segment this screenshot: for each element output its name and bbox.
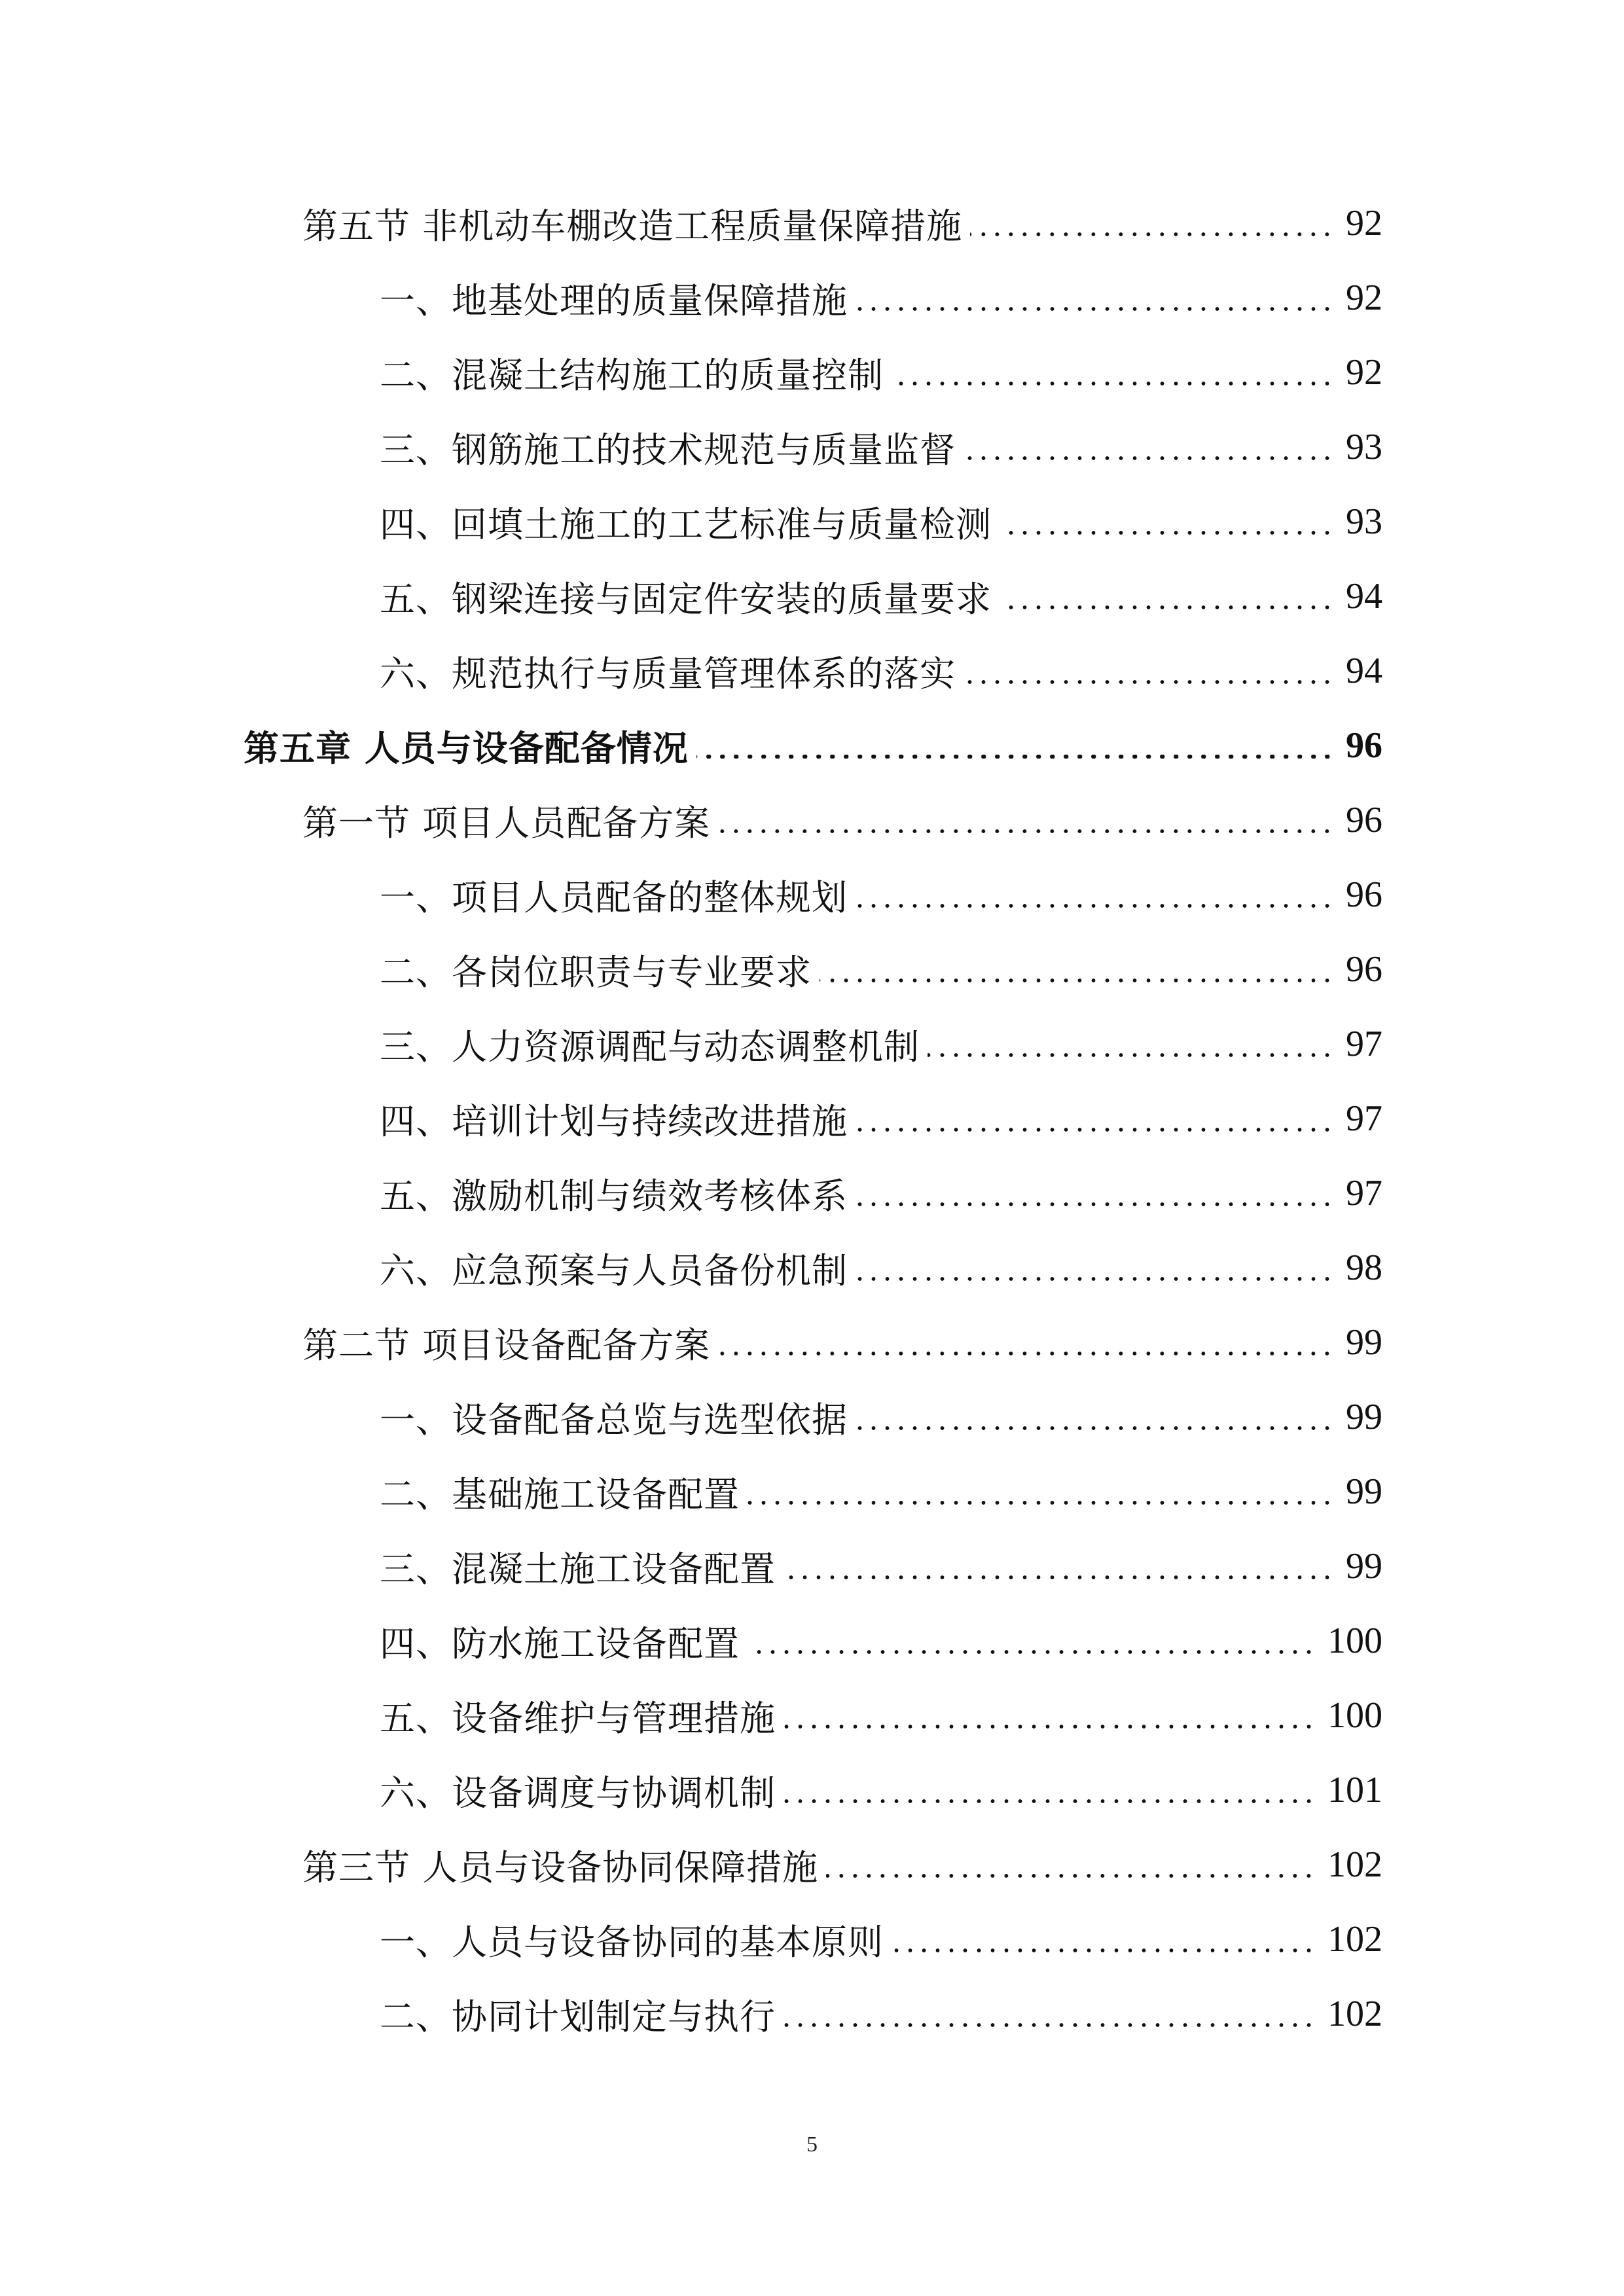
toc-entry-page: 94 [1346, 576, 1382, 617]
toc-entry-page: 97 [1346, 1098, 1382, 1139]
toc-dot-leader [964, 680, 1334, 684]
toc-entry[interactable] [380, 1167, 1382, 1219]
toc-entry-title: 三、混凝土施工设备配置 [380, 1548, 776, 1590]
toc-entry-title: 五、激励机制与绩效考核体系 [380, 1175, 848, 1217]
toc-entry-title: 三、钢筋施工的技术规范与质量监督 [380, 429, 956, 471]
toc-entry-title: 六、应急预案与人员备份机制 [380, 1249, 848, 1291]
toc-entry-title: 四、防水施工设备配置 [380, 1623, 740, 1664]
toc-entry-title: 二、基础施工设备配置 [380, 1473, 740, 1515]
toc-entry[interactable] [244, 719, 1382, 772]
toc-entry[interactable] [380, 1988, 1382, 2040]
toc-entry-page: 100 [1327, 1621, 1382, 1661]
toc-entry[interactable] [380, 1540, 1382, 1592]
toc-entry[interactable] [380, 1092, 1382, 1145]
toc-entry-page: 99 [1346, 1471, 1382, 1512]
toc-dot-leader [784, 1575, 1334, 1579]
toc-dot-leader [718, 829, 1334, 833]
toc-dot-leader [784, 2023, 1316, 2027]
toc-entry[interactable] [302, 197, 1382, 249]
toc-dot-leader [1000, 605, 1334, 609]
toc-entry-page: 99 [1346, 1546, 1382, 1587]
toc-entry[interactable] [380, 645, 1382, 697]
toc-entry-title: 一、人员与设备协同的基本原则 [380, 1921, 884, 1963]
toc-entry-page: 97 [1346, 1024, 1382, 1064]
toc-dot-leader [826, 1874, 1316, 1878]
toc-entry-title: 四、培训计划与持续改进措施 [380, 1100, 848, 1142]
toc-entry[interactable] [380, 869, 1382, 921]
toc-entry[interactable] [380, 1913, 1382, 1965]
toc-entry-page: 96 [1346, 725, 1382, 766]
toc-dot-leader [856, 1128, 1334, 1132]
toc-entry[interactable] [380, 346, 1382, 399]
toc-dot-leader [856, 307, 1334, 311]
toc-entry[interactable] [380, 1465, 1382, 1518]
toc-dot-leader [856, 1277, 1334, 1281]
toc-dot-leader [696, 755, 1334, 759]
toc-entry[interactable] [380, 272, 1382, 324]
toc-entry-title: 二、混凝土结构施工的质量控制 [380, 354, 884, 396]
toc-entry[interactable] [380, 421, 1382, 473]
toc-entry-title: 一、设备配备总览与选型依据 [380, 1399, 848, 1441]
toc-entry[interactable] [380, 570, 1382, 622]
toc-dot-leader [856, 904, 1334, 908]
toc-dot-leader [970, 232, 1334, 236]
toc-entry-title: 二、各岗位职责与专业要求 [380, 951, 812, 993]
toc-entry-title: 第三节 人员与设备协同保障措施 [302, 1846, 819, 1888]
toc-dot-leader [928, 1053, 1334, 1057]
toc-entry[interactable] [302, 1839, 1382, 1891]
toc-entry-page: 99 [1346, 1397, 1382, 1437]
toc-entry[interactable] [380, 1615, 1382, 1667]
toc-entry-page: 102 [1327, 1844, 1382, 1885]
toc-entry[interactable] [380, 495, 1382, 548]
toc-dot-leader [856, 1202, 1334, 1206]
toc-entry[interactable] [302, 1316, 1382, 1369]
toc-entry-page: 92 [1346, 352, 1382, 393]
toc-entry-title: 第一节 项目人员配备方案 [302, 802, 711, 844]
toc-entry-page: 92 [1346, 203, 1382, 243]
toc-entry[interactable] [380, 1689, 1382, 1742]
toc-entry-page: 93 [1346, 501, 1382, 542]
toc-entry-page: 96 [1346, 800, 1382, 840]
toc-entry[interactable] [302, 794, 1382, 846]
toc-entry-title: 三、人力资源调配与动态调整机制 [380, 1026, 920, 1067]
toc-entry[interactable] [380, 1391, 1382, 1443]
toc-dot-leader [892, 1948, 1316, 1952]
toc-entry-page: 102 [1327, 1919, 1382, 1960]
toc-dot-leader [856, 1426, 1334, 1430]
toc-dot-leader [718, 1352, 1334, 1355]
toc-entry-title: 二、协同计划制定与执行 [380, 1996, 776, 2037]
toc-dot-leader [892, 382, 1334, 386]
toc-entry[interactable] [380, 943, 1382, 996]
toc-entry-title: 六、规范执行与质量管理体系的落实 [380, 653, 956, 694]
toc-entry-page: 92 [1346, 278, 1382, 318]
toc-entry[interactable] [380, 1018, 1382, 1070]
toc-entry-page: 101 [1327, 1770, 1382, 1810]
toc-entry-title: 一、项目人员配备的整体规划 [380, 876, 848, 918]
toc-dot-leader [784, 1725, 1316, 1729]
toc-entry-title: 四、回填土施工的工艺标准与质量检测 [380, 503, 992, 545]
toc-entry-title: 第五章 人员与设备配备情况 [244, 726, 689, 769]
toc-entry[interactable] [380, 1242, 1382, 1294]
toc-entry-page: 99 [1346, 1322, 1382, 1363]
toc-entry-title: 一、地基处理的质量保障措施 [380, 279, 848, 321]
toc-entry-page: 102 [1327, 1994, 1382, 2034]
toc-entry-page: 94 [1346, 651, 1382, 691]
page-number: 5 [806, 2132, 818, 2157]
toc-entry-title: 五、钢梁连接与固定件安装的质量要求 [380, 578, 992, 620]
toc-entry-title: 五、设备维护与管理措施 [380, 1697, 776, 1739]
toc-entry-page: 96 [1346, 874, 1382, 915]
toc-entry-page: 96 [1346, 949, 1382, 990]
toc-entry-title: 第五节 非机动车棚改造工程质量保障措施 [302, 205, 963, 247]
toc-dot-leader [748, 1501, 1334, 1505]
toc-entry-page: 93 [1346, 427, 1382, 467]
toc-entry-page: 97 [1346, 1173, 1382, 1213]
toc-dot-leader [784, 1799, 1316, 1803]
toc-dot-leader [1000, 531, 1334, 535]
toc-dot-leader [964, 456, 1334, 460]
toc-entry-title: 第二节 项目设备配备方案 [302, 1324, 711, 1366]
toc-entry-page: 98 [1346, 1247, 1382, 1288]
toc-entry-title: 六、设备调度与协调机制 [380, 1772, 776, 1814]
toc-entry-page: 100 [1327, 1695, 1382, 1736]
toc-dot-leader [820, 978, 1334, 982]
toc-entry[interactable] [380, 1764, 1382, 1816]
toc-dot-leader [748, 1650, 1316, 1654]
